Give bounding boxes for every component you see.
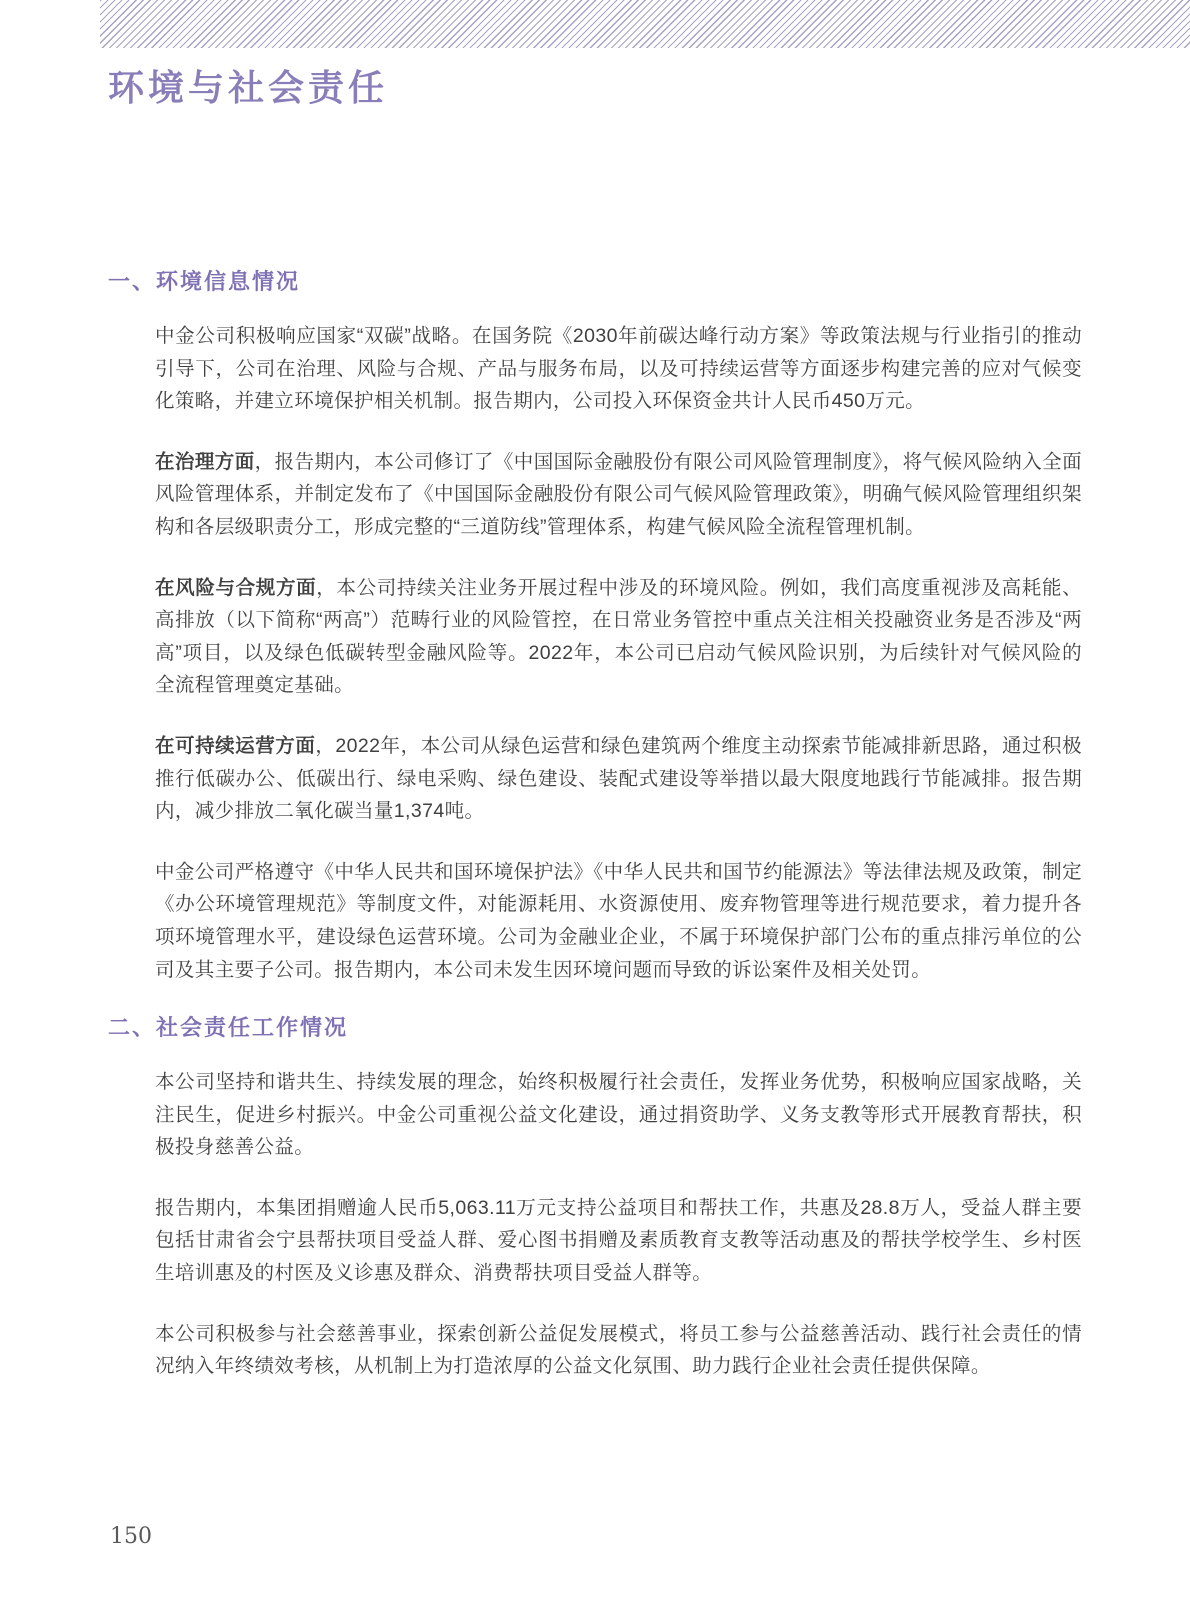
paragraph-text: 本公司坚持和谐共生、持续发展的理念，始终积极履行社会责任，发挥业务优势，积极响应国家战略，关注民生，促进乡村振兴。中金公司重视公益文化建设，通过捐资助学、义务支教等形式开展教育帮扶，积极投身慈善公益。 bbox=[155, 1071, 1082, 1159]
paragraph-lead-bold: 在可持续运营方面 bbox=[155, 734, 316, 757]
paragraph-text: 本公司积极参与社会慈善事业，探索创新公益促发展模式，将员工参与公益慈善活动、践行社会责任的情况纳入年终绩效考核，从机制上为打造浓厚的公益文化氛围、助力践行企业社会责任提供保障。 bbox=[155, 1322, 1082, 1378]
paragraph-risk-compliance bbox=[155, 572, 1082, 702]
paragraph-text: 中金公司积极响应国家“双碳”战略。在国务院《2030年前碳达峰行动方案》等政策法规与行业指引的推动引导下，公司在治理、风险与合规、产品与服务布局，以及可持续运营等方面逐步构建完善的应对气候变化策略，并建立环境保护相关机制。报告期内，公司投入环保资金共计人民币450万元。 bbox=[155, 325, 1082, 413]
paragraph-sustainable-operations bbox=[155, 730, 1082, 828]
paragraph-env-overview bbox=[155, 320, 1082, 418]
paragraph-lead-bold: 在治理方面 bbox=[155, 450, 255, 473]
page-title: 环境与社会责任 bbox=[108, 67, 389, 109]
paragraph-donations bbox=[155, 1192, 1082, 1290]
paragraph-lead-bold: 在风险与合规方面 bbox=[155, 576, 317, 599]
hatched-stripe-banner bbox=[100, 0, 1190, 48]
paragraph-text: ，2022年，本公司从绿色运营和绿色建筑两个维度主动探索节能减排新思路，通过积极推行低碳办公、低碳出行、绿电采购、绿色建设、装配式建设等举措以最大限度地践行节能减排。报告期内，减少排放二氧化碳当量1,374吨。 bbox=[155, 734, 1082, 823]
page-number: 150 bbox=[110, 1524, 152, 1549]
paragraph-governance bbox=[155, 446, 1082, 544]
page-content bbox=[108, 268, 1082, 1411]
paragraph-text: 中金公司严格遵守《中华人民共和国环境保护法》《中华人民共和国节约能源法》等法律法规及政策，制定《办公环境管理规范》等制度文件，对能源耗用、水资源使用、废弃物管理等进行规范要求，着力提升各项环境管理水平，建设绿色运营环境。公司为金融业企业，不属于环境保护部门公布的重点排污单位的公司及其主要子公司。报告期内，本公司未发生因环境问题而导致的诉讼案件及相关处罚。 bbox=[155, 860, 1082, 981]
paragraph-env-compliance bbox=[155, 856, 1082, 986]
paragraph-text: ，本公司持续关注业务开展过程中涉及的环境风险。例如，我们高度重视涉及高耗能、高排放（以下简称“两高”）范畴行业的风险管控，在日常业务管控中重点关注相关投融资业务是否涉及“两高”项目，以及绿色低碳转型金融风险等。2022年，本公司已启动气候风险识别，为后续针对气候风险的全流程管理奠定基础。 bbox=[155, 576, 1082, 697]
paragraph-charity-mechanism bbox=[155, 1318, 1082, 1383]
paragraph-social-overview bbox=[155, 1066, 1082, 1164]
section-heading-environment: 一、环境信息情况 bbox=[108, 269, 301, 294]
section-heading-social-responsibility: 二、社会责任工作情况 bbox=[108, 1015, 349, 1041]
paragraph-text: 报告期内，本集团捐赠逾人民币5,063.11万元支持公益项目和帮扶工作，共惠及28.8万人，受益人群主要包括甘肃省会宁县帮扶项目受益人群、爱心图书捐赠及素质教育支教等活动惠及的帮扶学校学生、乡村医生培训惠及的村医及义诊惠及群众、消费帮扶项目受益人群等。 bbox=[155, 1196, 1082, 1285]
paragraph-text: ，报告期内，本公司修订了《中国国际金融股份有限公司风险管理制度》，将气候风险纳入全面风险管理体系，并制定发布了《中国国际金融股份有限公司气候风险管理政策》，明确气候风险管理组织架构和各层级职责分工，形成完整的“三道防线”管理体系，构建气候风险全流程管理机制。 bbox=[155, 450, 1082, 538]
